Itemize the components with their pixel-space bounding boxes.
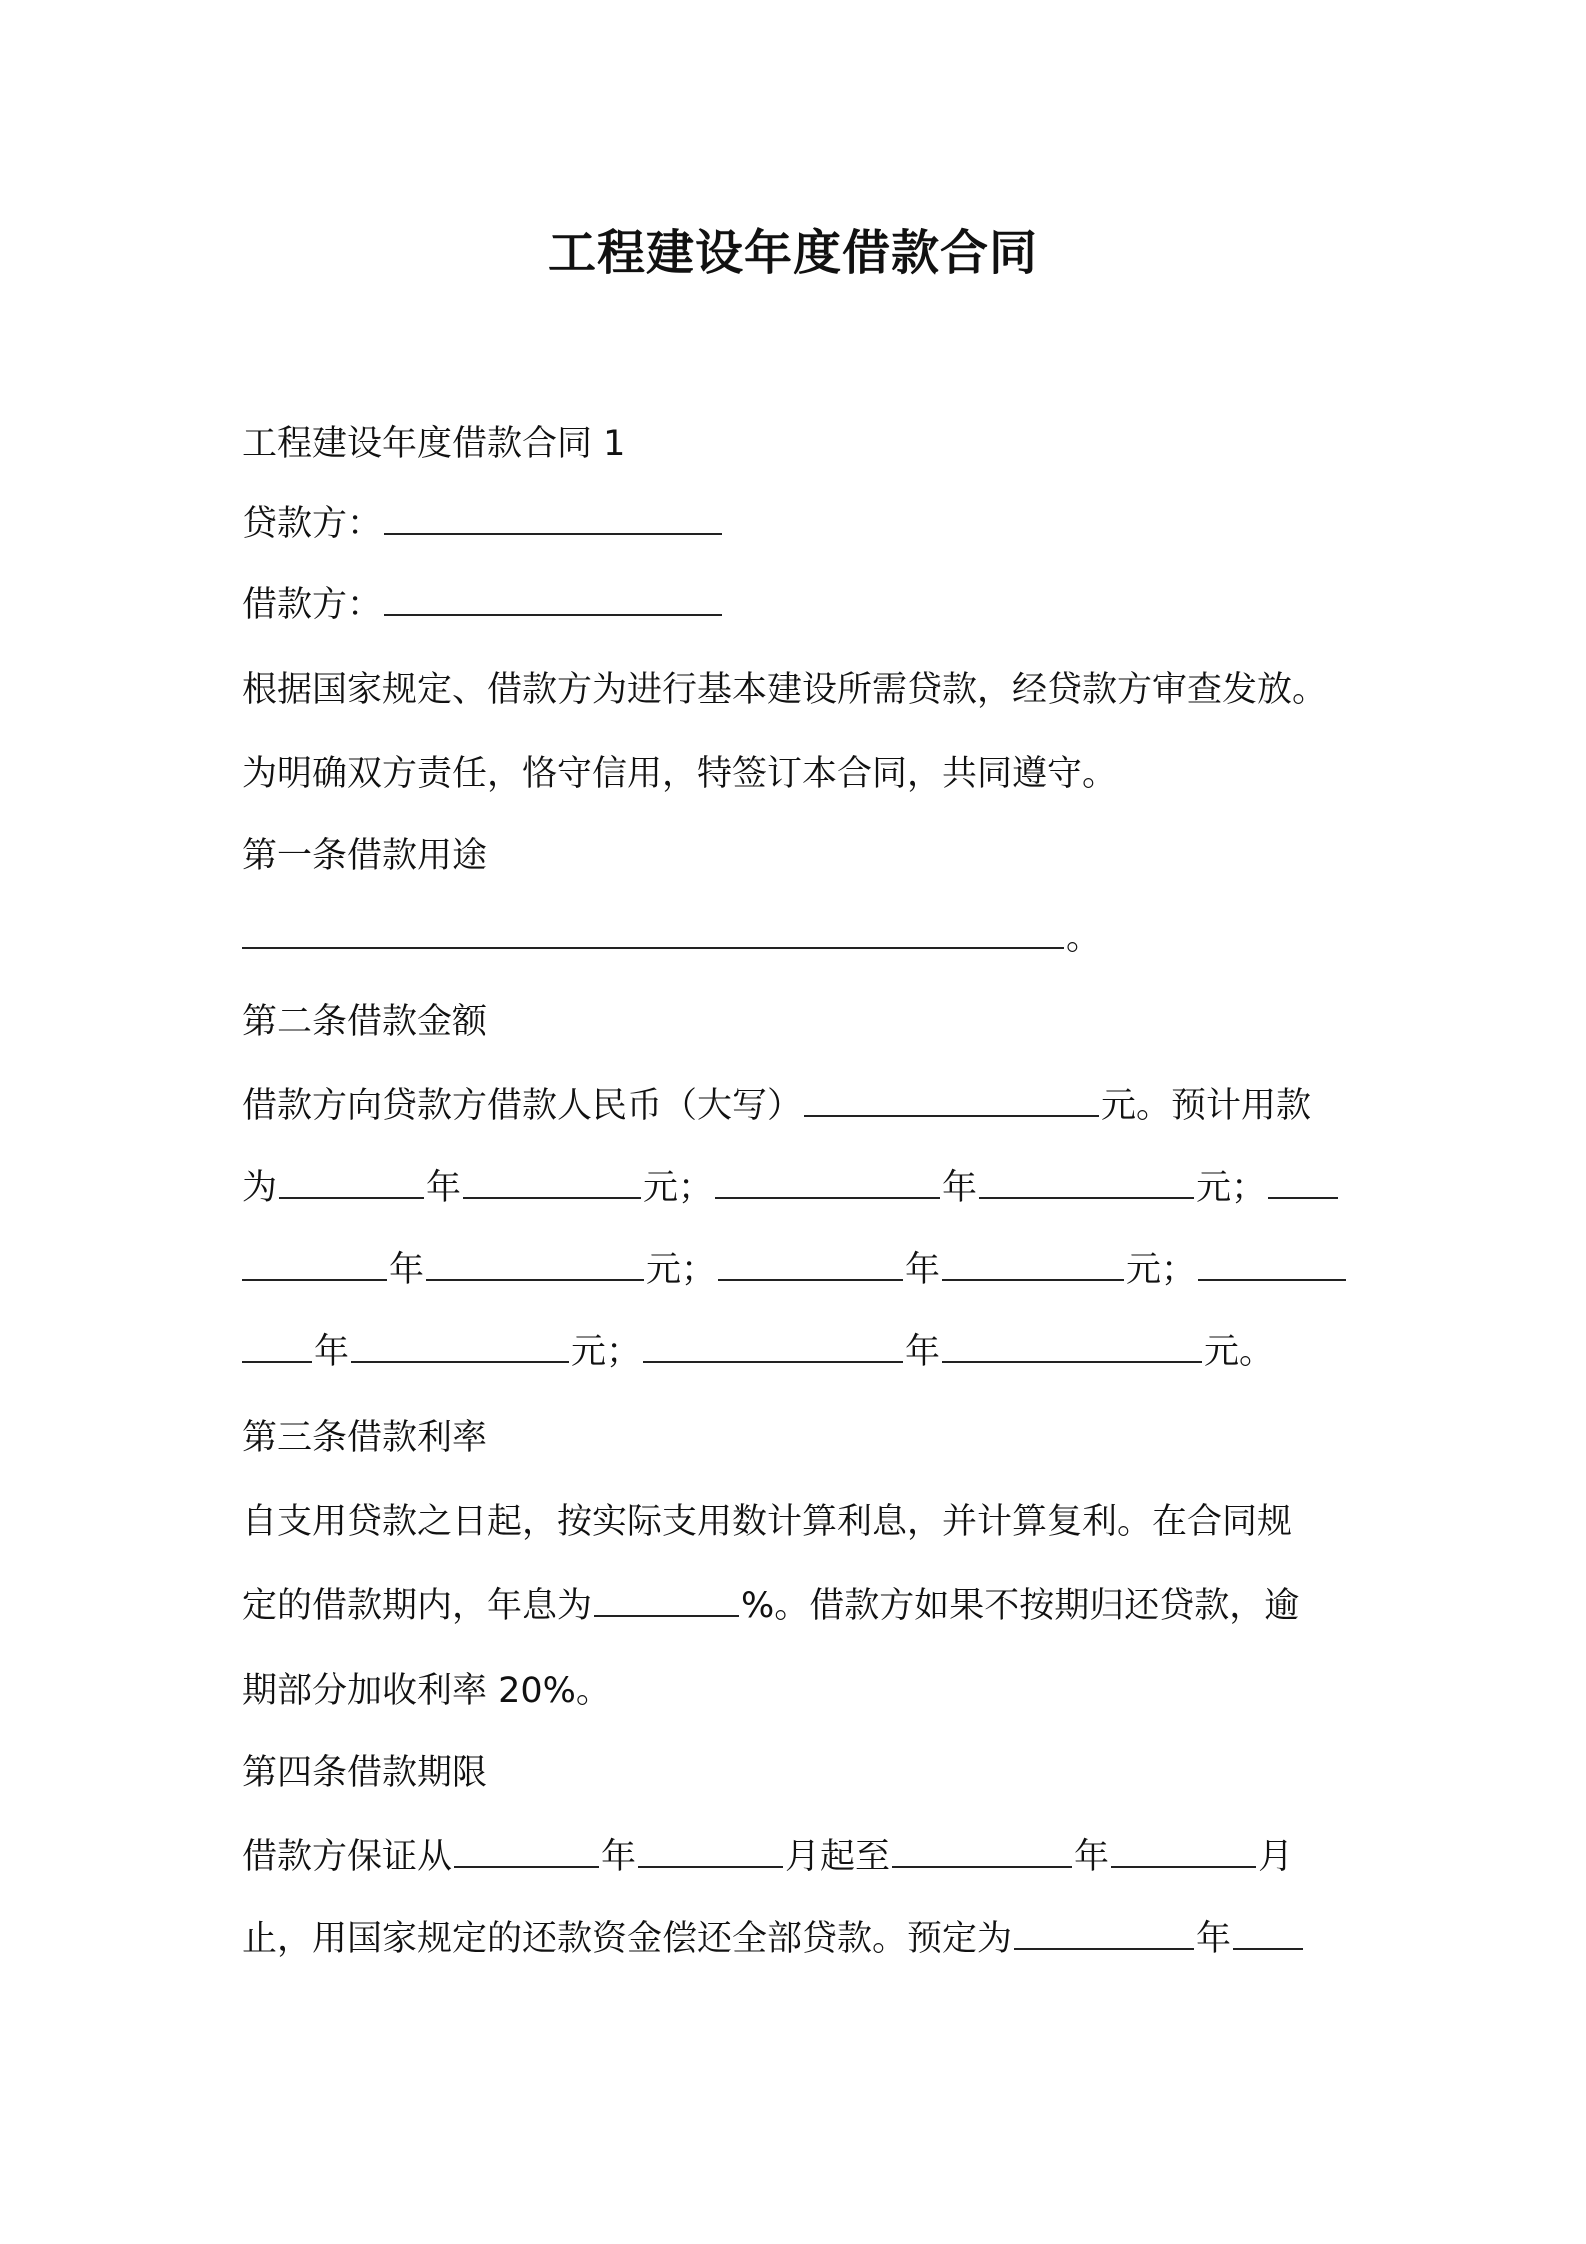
year-blank[interactable]: [1014, 1930, 1194, 1950]
article-2-line-3: [242, 1237, 1362, 1303]
yuan-blank[interactable]: [426, 1261, 644, 1281]
article-2-line-1: [242, 1073, 1362, 1139]
year-blank[interactable]: [242, 1261, 387, 1281]
yuan-blank[interactable]: [979, 1179, 1194, 1199]
yuan-text: 元；: [1126, 1250, 1197, 1290]
article-1-blank-line: [242, 905, 1362, 971]
intro-line-2: 为明确双方责任，恪守信用，特签订本合同，共同遵守。: [242, 754, 1118, 794]
month-blank[interactable]: [1233, 1930, 1303, 1950]
year-blank[interactable]: [643, 1343, 903, 1363]
article-2-line-2: [242, 1155, 1362, 1221]
article-3-text-a: 定的借款期内，年息为: [242, 1586, 593, 1626]
yuan-text: 元；: [1196, 1168, 1267, 1208]
article-3-text-b: %。借款方如果不按期归还贷款，逾: [741, 1586, 1300, 1626]
end-month-blank[interactable]: [1111, 1848, 1256, 1868]
yuan-text: 元；: [646, 1250, 717, 1290]
yuan-text: 元；: [571, 1332, 642, 1372]
intro-line-1: 根据国家规定、借款方为进行基本建设所需贷款，经贷款方审查发放。: [242, 670, 1328, 710]
article-3-line-3: 期部分加收利率 20%。: [242, 1671, 611, 1711]
purpose-blank[interactable]: [242, 929, 1064, 949]
year-text: 年: [905, 1250, 941, 1290]
year-text: 年: [314, 1332, 350, 1372]
yuan-blank[interactable]: [942, 1343, 1202, 1363]
contract-subtitle: 工程建设年度借款合同 1: [242, 424, 626, 464]
wei-text: 为: [242, 1168, 278, 1208]
article-2-text-b: 元。预计用款: [1101, 1086, 1312, 1126]
year-text: 年: [601, 1837, 637, 1877]
end-year-blank[interactable]: [892, 1848, 1072, 1868]
year-blank[interactable]: [242, 1343, 312, 1363]
year-blank[interactable]: [715, 1179, 940, 1199]
year-blank[interactable]: [1268, 1179, 1338, 1199]
article-1-heading: 第一条借款用途: [242, 836, 488, 876]
article-4-text-a: 借款方保证从: [242, 1837, 453, 1877]
lender-line: [242, 491, 1362, 557]
article-1-end: 。: [1066, 918, 1102, 958]
amount-blank[interactable]: [804, 1097, 1099, 1117]
article-4-heading: 第四条借款期限: [242, 1753, 488, 1793]
article-3-line-1: 自支用贷款之日起，按实际支用数计算利息，并计算复利。在合同规: [242, 1502, 1293, 1542]
article-2-text-a: 借款方向贷款方借款人民币（大写）: [242, 1086, 803, 1126]
month-text: 月: [1258, 1837, 1294, 1877]
yuan-text: 元；: [643, 1168, 714, 1208]
yuan-blank[interactable]: [351, 1343, 569, 1363]
year-blank[interactable]: [718, 1261, 903, 1281]
lender-label: 贷款方：: [242, 504, 383, 544]
yuan-end-text: 元。: [1204, 1332, 1275, 1372]
article-4-text-b: 月起至: [785, 1837, 891, 1877]
borrower-label: 借款方：: [242, 585, 383, 625]
yuan-blank[interactable]: [463, 1179, 641, 1199]
article-4-text-c: 止，用国家规定的还款资金偿还全部贷款。预定为: [242, 1919, 1013, 1959]
article-3-line-2: [242, 1573, 1362, 1639]
article-2-line-4: [242, 1319, 1362, 1385]
borrower-line: [242, 572, 1362, 638]
borrower-blank[interactable]: [384, 596, 722, 616]
year-text: 年: [389, 1250, 425, 1290]
article-3-heading: 第三条借款利率: [242, 1418, 488, 1458]
start-month-blank[interactable]: [638, 1848, 783, 1868]
article-4-line-1: [242, 1824, 1362, 1890]
year-text: 年: [1196, 1919, 1232, 1959]
lender-blank[interactable]: [384, 515, 722, 535]
year-text: 年: [905, 1332, 941, 1372]
yuan-blank[interactable]: [942, 1261, 1124, 1281]
interest-rate-blank[interactable]: [594, 1597, 739, 1617]
document-title: 工程建设年度借款合同: [547, 225, 1038, 281]
year-text: 年: [942, 1168, 978, 1208]
start-year-blank[interactable]: [454, 1848, 599, 1868]
year-blank[interactable]: [279, 1179, 424, 1199]
article-4-line-2: [242, 1906, 1362, 1972]
year-blank[interactable]: [1198, 1261, 1346, 1281]
article-2-heading: 第二条借款金额: [242, 1002, 488, 1042]
year-text: 年: [1074, 1837, 1110, 1877]
year-text: 年: [426, 1168, 462, 1208]
